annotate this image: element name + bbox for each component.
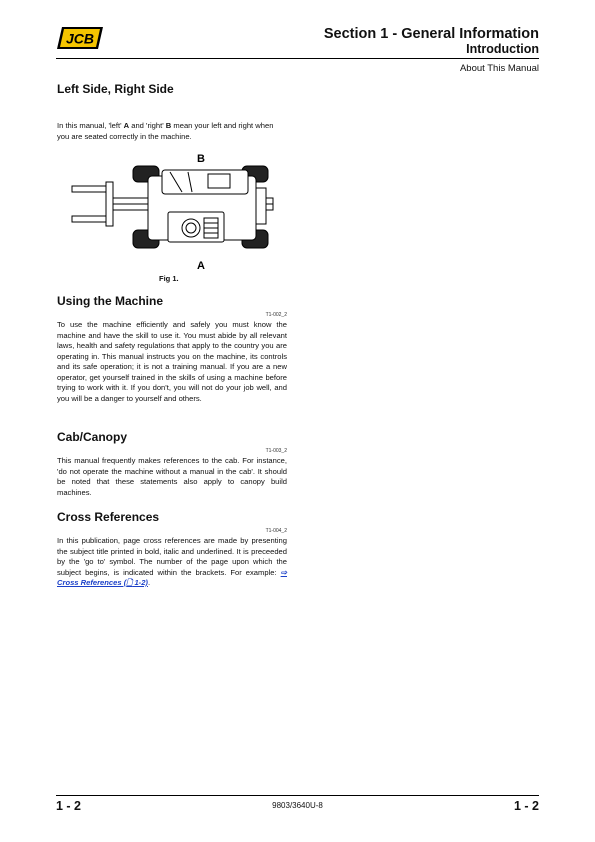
cab-paragraph xyxy=(57,456,287,498)
lr-text-mid: and 'right' xyxy=(129,121,166,130)
cab-heading: Cab/Canopy xyxy=(57,430,128,444)
topic-label: About This Manual xyxy=(459,63,539,74)
lr-left-letter: A xyxy=(123,121,130,130)
doc-number: 9803/3640U-8 xyxy=(272,801,323,810)
using-heading: Using the Machine xyxy=(57,294,164,308)
logo-text: JCB xyxy=(65,30,95,47)
header-rule xyxy=(56,58,539,59)
footer-rule xyxy=(56,795,539,796)
page-number-left: 1 - 2 xyxy=(56,799,82,813)
figure-caption: Fig 1. xyxy=(159,274,179,283)
page-icon: 🗋 xyxy=(126,578,133,587)
cross-heading: Cross References xyxy=(57,510,160,524)
left-right-heading: Left Side, Right Side xyxy=(57,82,174,96)
cross-paragraph xyxy=(57,536,287,589)
cross-ref: T1-004_2 xyxy=(265,528,287,534)
using-ref: T1-002_2 xyxy=(265,312,287,318)
fig-label-a: A xyxy=(197,260,205,270)
jcb-logo xyxy=(56,26,104,50)
left-right-section xyxy=(57,82,287,96)
subsection-title: Introduction xyxy=(466,42,539,56)
cross-text-end: . xyxy=(147,578,151,587)
using-text: To use the machine efficiently and safely you must know the machine and have the skill to use it. You must abide by all relevant laws, health and safety regulations that apply to the country you are operating in. This manual instructs you on the machine, its controls and its safe operation; it is not a training manual. If you are a new operator, get yourself trained in the skills of using a machine before trying to work with it. If you don't, you will not do your job well, and you will be a danger to yourself and others. xyxy=(57,320,287,403)
cab-text: This manual frequently makes references to the cab. For instance, 'do not operate the machine without a manual in the cab'. It should be noted that these statements also apply to canopy build machines. xyxy=(57,456,287,497)
lr-text-pre: In this manual, 'left' xyxy=(57,121,124,130)
using-paragraph xyxy=(57,320,287,404)
section-title: Section 1 - General Information xyxy=(323,26,539,42)
go-to-arrow-icon: ⇨ xyxy=(280,567,287,577)
machine-top-view-figure xyxy=(70,148,280,270)
fig-label-b: B xyxy=(197,153,205,165)
lr-text-post: mean your left and right when you are seated correctly in the machine. xyxy=(57,121,274,141)
lr-right-letter: B xyxy=(165,121,172,130)
left-right-paragraph xyxy=(57,121,287,142)
xref-text-a: Cross References ( xyxy=(57,578,127,587)
cross-text: In this publication, page cross references are made by presenting the subject title printed in bold, italic and underlined. It is preceeded by the 'go to' symbol. The number of the page upon which the subject begins, is indicated within the brackets. For example: xyxy=(57,536,287,577)
cab-ref: T1-003_2 xyxy=(265,448,287,454)
xref-text-b: 1-2) xyxy=(132,578,148,587)
page-number-right: 1 - 2 xyxy=(513,799,539,813)
